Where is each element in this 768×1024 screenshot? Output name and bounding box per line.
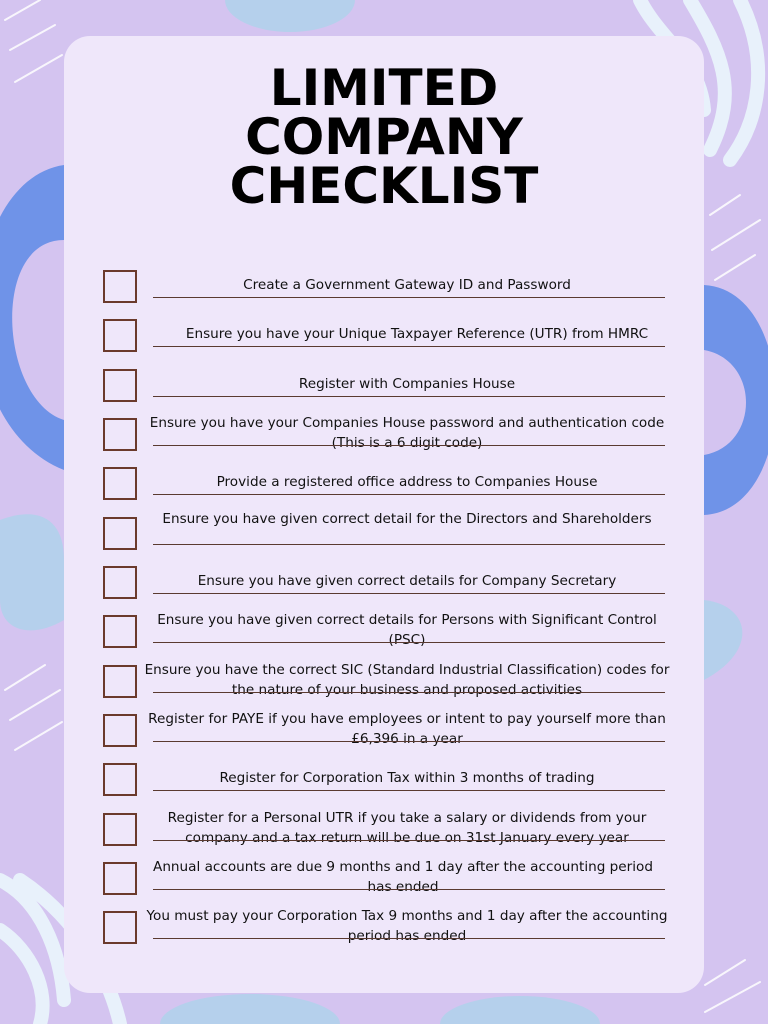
underline <box>153 790 665 791</box>
checkbox[interactable] <box>103 369 137 402</box>
underline <box>153 593 665 594</box>
checklist-item <box>0 907 768 956</box>
checkbox[interactable] <box>103 615 137 648</box>
underline <box>153 396 665 397</box>
checkbox[interactable] <box>103 665 137 698</box>
checkbox[interactable] <box>103 270 137 303</box>
underline <box>153 642 665 643</box>
checklist-item-text: Register for Corporation Tax within 3 months of trading <box>219 770 595 786</box>
checklist-item <box>0 266 768 315</box>
checklist-item <box>0 661 768 710</box>
checklist-item-text: Register for a Personal UTR if you take a salary or dividends from your company and a tax return will be due on 31st January every year <box>167 810 647 846</box>
checkbox[interactable] <box>103 467 137 500</box>
checklist-item <box>0 513 768 562</box>
checklist-item-text: Create a Government Gateway ID and Password <box>243 277 571 293</box>
checklist-item-text: Provide a registered office address to Companies House <box>216 474 598 490</box>
page-title <box>0 59 768 215</box>
underline <box>153 692 665 693</box>
checklist-item-text: Register for PAYE if you have employees or intent to pay yourself more than £6,396 in a year <box>148 711 666 747</box>
title-line: COMPANY <box>245 108 523 166</box>
checkbox[interactable] <box>103 566 137 599</box>
underline <box>153 840 665 841</box>
underline <box>153 445 665 446</box>
checklist-item <box>0 710 768 759</box>
underline <box>153 346 665 347</box>
title-line: CHECKLIST <box>229 157 539 215</box>
checkbox[interactable] <box>103 418 137 451</box>
checklist-item-text: You must pay your Corporation Tax 9 months and 1 day after the accounting period has ended <box>146 908 668 944</box>
checkbox[interactable] <box>103 862 137 895</box>
checklist-item <box>0 809 768 858</box>
checkbox[interactable] <box>103 714 137 747</box>
underline <box>153 544 665 545</box>
checklist-item <box>0 858 768 907</box>
underline <box>153 494 665 495</box>
checkbox[interactable] <box>103 763 137 796</box>
checklist-item <box>0 463 768 512</box>
checklist-item-text: Ensure you have given correct details for Company Secretary <box>197 573 617 589</box>
checklist-item <box>0 759 768 808</box>
checklist-item-text: Ensure you have given correct detail for the Directors and Shareholders <box>162 511 652 527</box>
checklist-item-text: Register with Companies House <box>298 376 516 392</box>
checklist-item <box>0 315 768 364</box>
checklist-item-text: Annual accounts are due 9 months and 1 day after the accounting period has ended <box>153 859 653 895</box>
checklist-item <box>0 414 768 463</box>
checklist-item-text: Ensure you have your Unique Taxpayer Reference (UTR) from HMRC <box>185 326 649 342</box>
checkbox[interactable] <box>103 813 137 846</box>
checklist-item <box>0 611 768 660</box>
underline <box>153 889 665 890</box>
underline <box>153 741 665 742</box>
underline <box>153 938 665 939</box>
underline <box>153 297 665 298</box>
title-line: LIMITED <box>269 59 499 117</box>
checklist-item-text: Ensure you have your Companies House password and authentication code (This is a 6 digit code) <box>149 415 665 451</box>
checklist-item-text: Ensure you have given correct details for Persons with Significant Control (PSC) <box>157 612 657 648</box>
checklist-item <box>0 365 768 414</box>
checkbox[interactable] <box>103 517 137 550</box>
checklist-item-text: Ensure you have the correct SIC (Standard Industrial Classification) codes for the nature of your business and proposed activities <box>144 662 670 698</box>
checklist-item <box>0 562 768 611</box>
checkbox[interactable] <box>103 319 137 352</box>
checkbox[interactable] <box>103 911 137 944</box>
